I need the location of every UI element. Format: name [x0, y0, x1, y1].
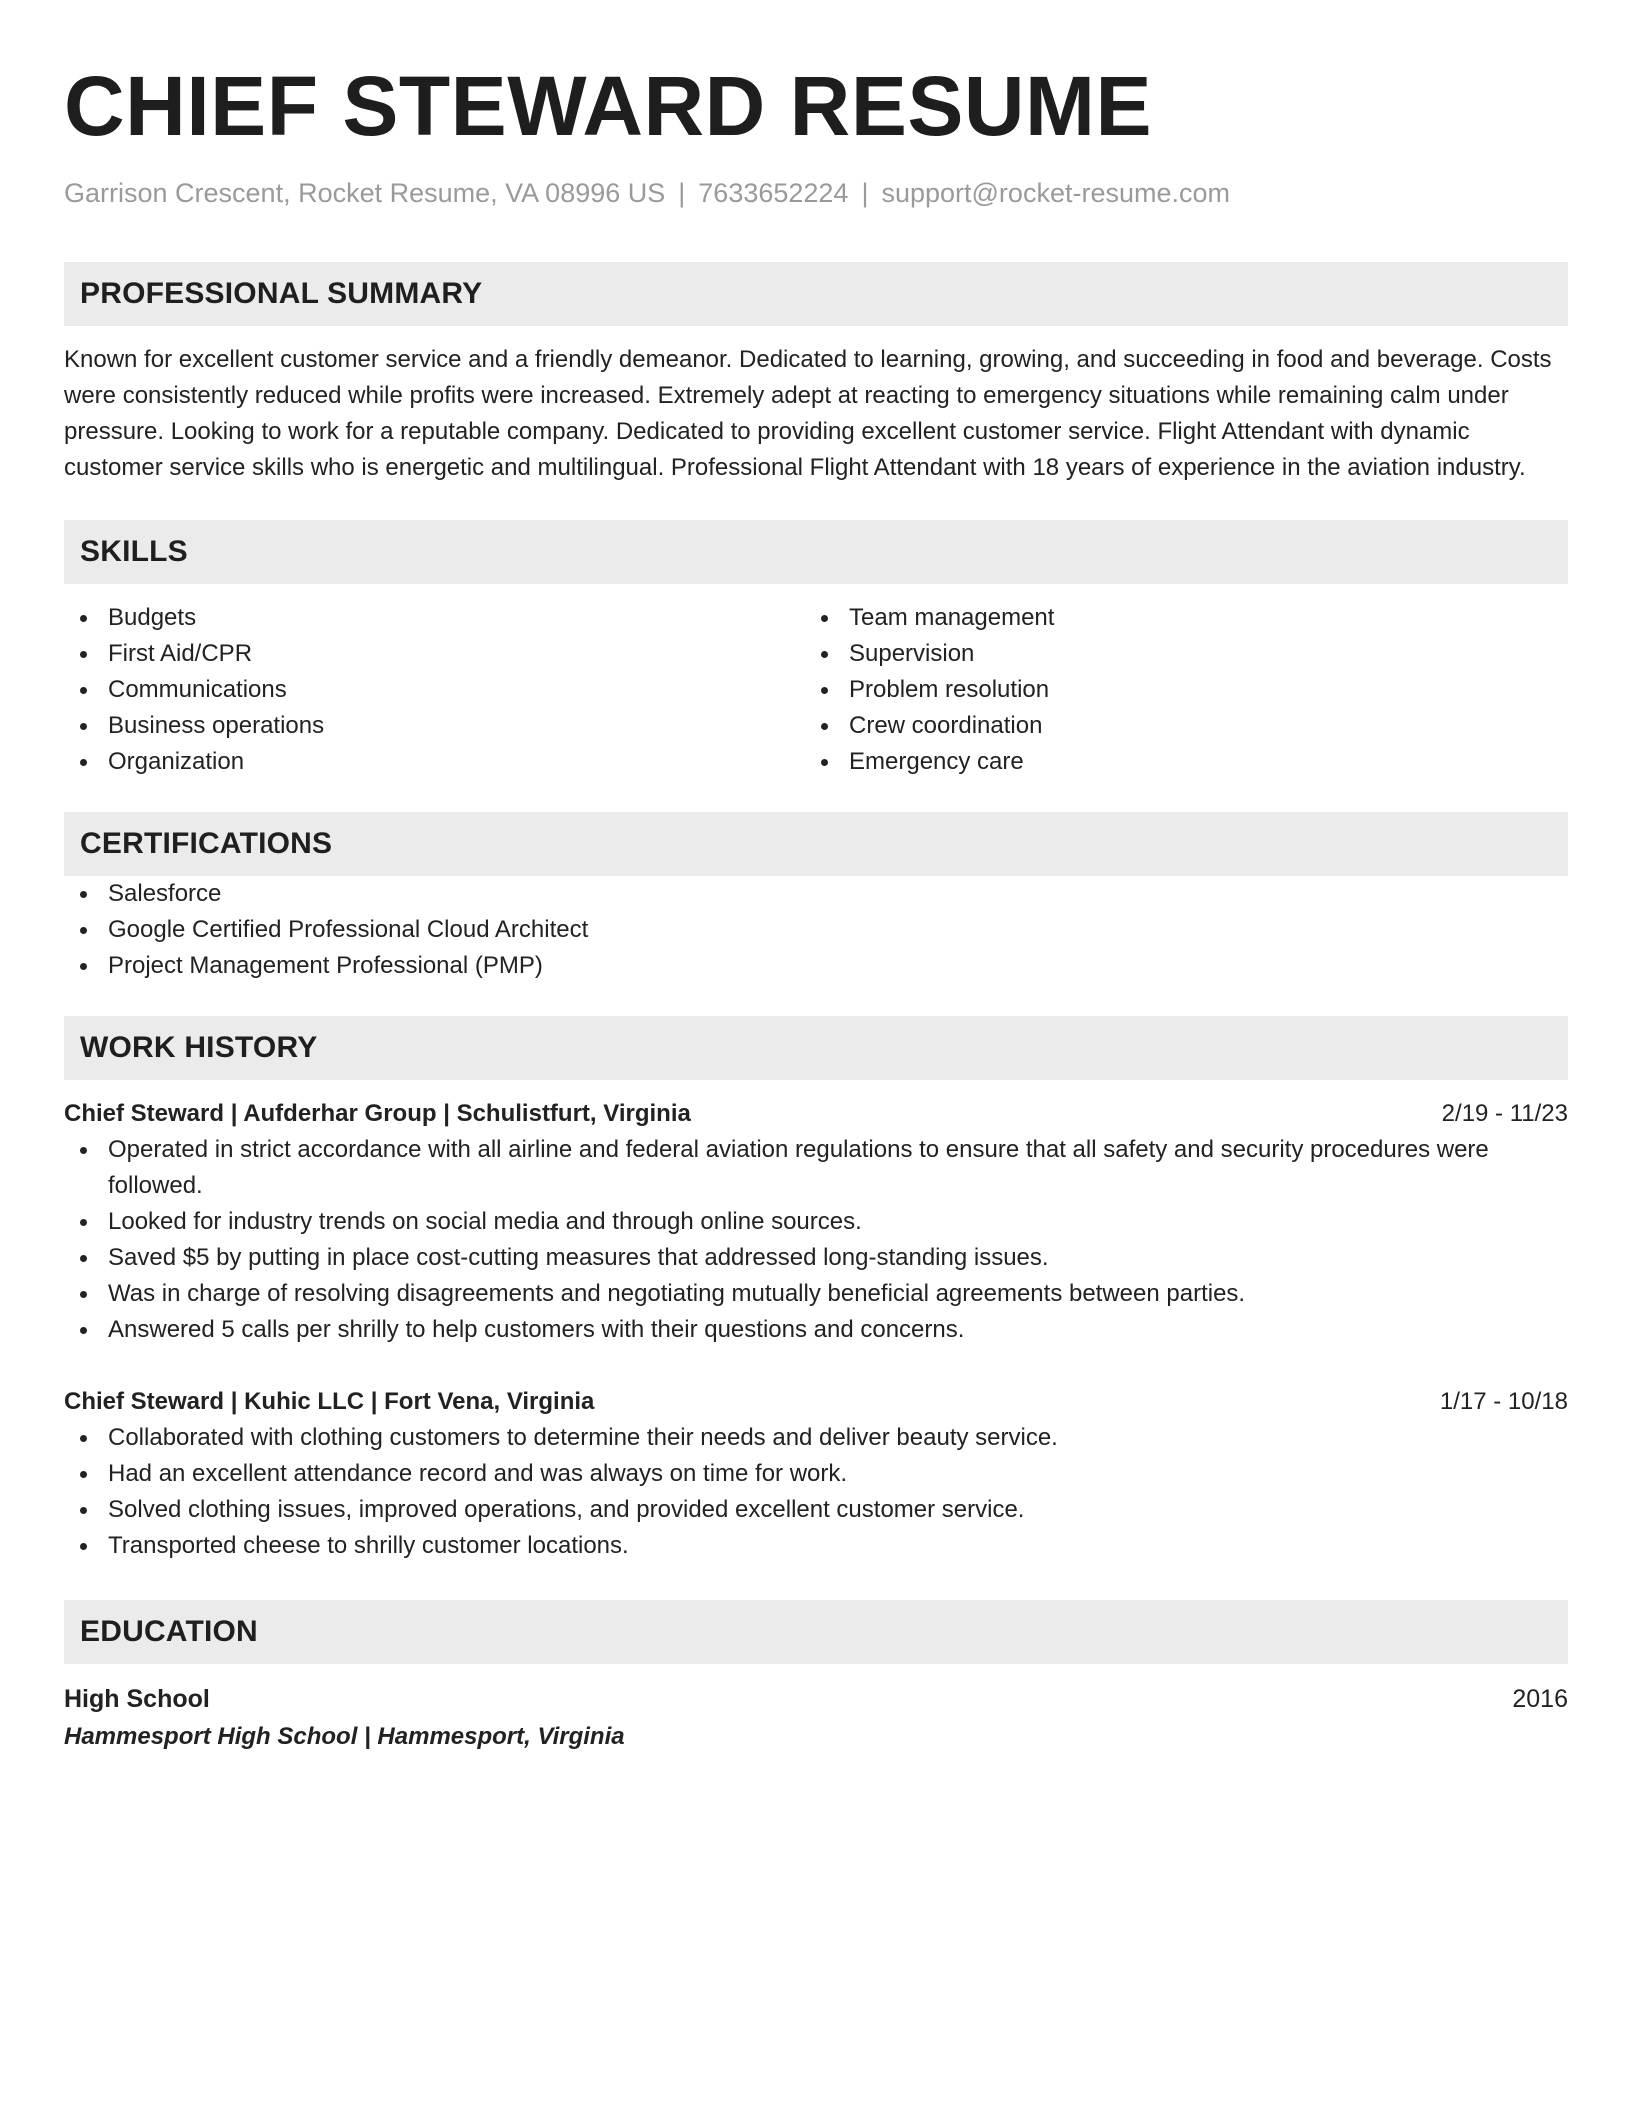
bullet-icon	[80, 759, 87, 766]
contact-line	[64, 176, 1568, 210]
job-bullet: Solved clothing issues, improved operations, and provided excellent customer service.	[64, 1492, 1568, 1528]
job-bullet: Answered 5 calls per shrilly to help customers with their questions and concerns.	[64, 1312, 1568, 1348]
job-bullet: Operated in strict accordance with all airline and federal aviation regulations to ensure that all safety and security procedures were followed.	[64, 1132, 1568, 1204]
job-entry	[64, 1384, 1568, 1564]
job-bullet: Transported cheese to shrilly customer locations.	[64, 1528, 1568, 1564]
job-bullet: Was in charge of resolving disagreements and negotiating mutually beneficial agreements between parties.	[64, 1276, 1568, 1312]
job-bullets	[64, 1420, 1568, 1564]
skills-column-right	[805, 600, 1546, 780]
job-bullet: Saved $5 by putting in place cost-cutting measures that addressed long-standing issues.	[64, 1240, 1568, 1276]
skill-item: Organization	[64, 744, 805, 780]
job-dates: 1/17 - 10/18	[1439, 1388, 1568, 1415]
education-year: 2016	[1512, 1685, 1568, 1713]
education-school: Hammesport High School | Hammesport, Virginia	[64, 1723, 625, 1750]
certifications-list	[64, 876, 1568, 984]
contact-separator: |	[861, 178, 869, 208]
job-bullet: Had an excellent attendance record and was always on time for work.	[64, 1456, 1568, 1492]
section-header-education: EDUCATION	[64, 1600, 1568, 1664]
bullet-icon	[80, 1507, 87, 1514]
contact-separator: |	[678, 178, 686, 208]
education-header	[64, 1680, 1568, 1718]
bullet-icon	[80, 1471, 87, 1478]
skill-item: Budgets	[64, 600, 805, 636]
bullet-icon	[821, 615, 828, 622]
bullet-icon	[80, 651, 87, 658]
contact-address: Garrison Crescent, Rocket Resume, VA 08996 US	[64, 178, 666, 208]
skill-item: Communications	[64, 672, 805, 708]
job-bullet: Looked for industry trends on social media and through online sources.	[64, 1204, 1568, 1240]
job-bullets	[64, 1132, 1568, 1348]
certification-item: Salesforce	[64, 876, 1568, 912]
skill-item: Emergency care	[805, 744, 1546, 780]
skills-grid	[64, 600, 1568, 780]
bullet-icon	[821, 723, 828, 730]
bullet-icon	[80, 687, 87, 694]
section-header-skills: SKILLS	[64, 520, 1568, 584]
summary-text: Known for excellent customer service and a friendly demeanor. Dedicated to learning, growing, and succeeding in food and beverage. Costs were consistently reduced while profits were increased. Extremely adept at reacting to emergency situations while remaining calm under pressure. Looking to work for a reputable company. Dedicated to providing excellent customer service. Flight Attendant with dynamic customer service skills who is energetic and multilingual. Professional Flight Attendant with 18 years of experience in the aviation industry.	[64, 346, 1552, 481]
bullet-icon	[80, 1435, 87, 1442]
job-header	[64, 1096, 1568, 1132]
education-entry	[64, 1680, 1568, 1756]
bullet-icon	[80, 1147, 87, 1154]
bullet-icon	[80, 1219, 87, 1226]
bullet-icon	[80, 1543, 87, 1550]
skill-item: Business operations	[64, 708, 805, 744]
bullet-icon	[80, 1255, 87, 1262]
education-degree: High School	[64, 1685, 210, 1713]
bullet-icon	[80, 1327, 87, 1334]
job-header	[64, 1384, 1568, 1420]
section-header-summary: PROFESSIONAL SUMMARY	[64, 262, 1568, 326]
job-title: Chief Steward | Aufderhar Group | Schulistfurt, Virginia	[64, 1100, 691, 1127]
job-entry	[64, 1096, 1568, 1348]
bullet-icon	[821, 759, 828, 766]
bullet-icon	[80, 963, 87, 970]
contact-phone: 7633652224	[698, 178, 849, 208]
page-title: CHIEF STEWARD RESUME	[64, 59, 1153, 153]
skill-item: Problem resolution	[805, 672, 1546, 708]
certification-item: Google Certified Professional Cloud Architect	[64, 912, 1568, 948]
bullet-icon	[80, 1291, 87, 1298]
skill-item: Supervision	[805, 636, 1546, 672]
skill-item: Team management	[805, 600, 1546, 636]
skill-item: First Aid/CPR	[64, 636, 805, 672]
job-bullet: Collaborated with clothing customers to determine their needs and deliver beauty service.	[64, 1420, 1568, 1456]
section-header-work-history: WORK HISTORY	[64, 1016, 1568, 1080]
skills-column-left	[64, 600, 805, 780]
bullet-icon	[80, 615, 87, 622]
job-dates: 2/19 - 11/23	[1441, 1100, 1568, 1127]
job-title: Chief Steward | Kuhic LLC | Fort Vena, Virginia	[64, 1388, 595, 1415]
bullet-icon	[821, 687, 828, 694]
skill-item: Crew coordination	[805, 708, 1546, 744]
bullet-icon	[80, 891, 87, 898]
contact-email: support@rocket-resume.com	[881, 178, 1230, 208]
bullet-icon	[80, 723, 87, 730]
section-header-certifications: CERTIFICATIONS	[64, 812, 1568, 876]
bullet-icon	[821, 651, 828, 658]
certification-item: Project Management Professional (PMP)	[64, 948, 1568, 984]
bullet-icon	[80, 927, 87, 934]
